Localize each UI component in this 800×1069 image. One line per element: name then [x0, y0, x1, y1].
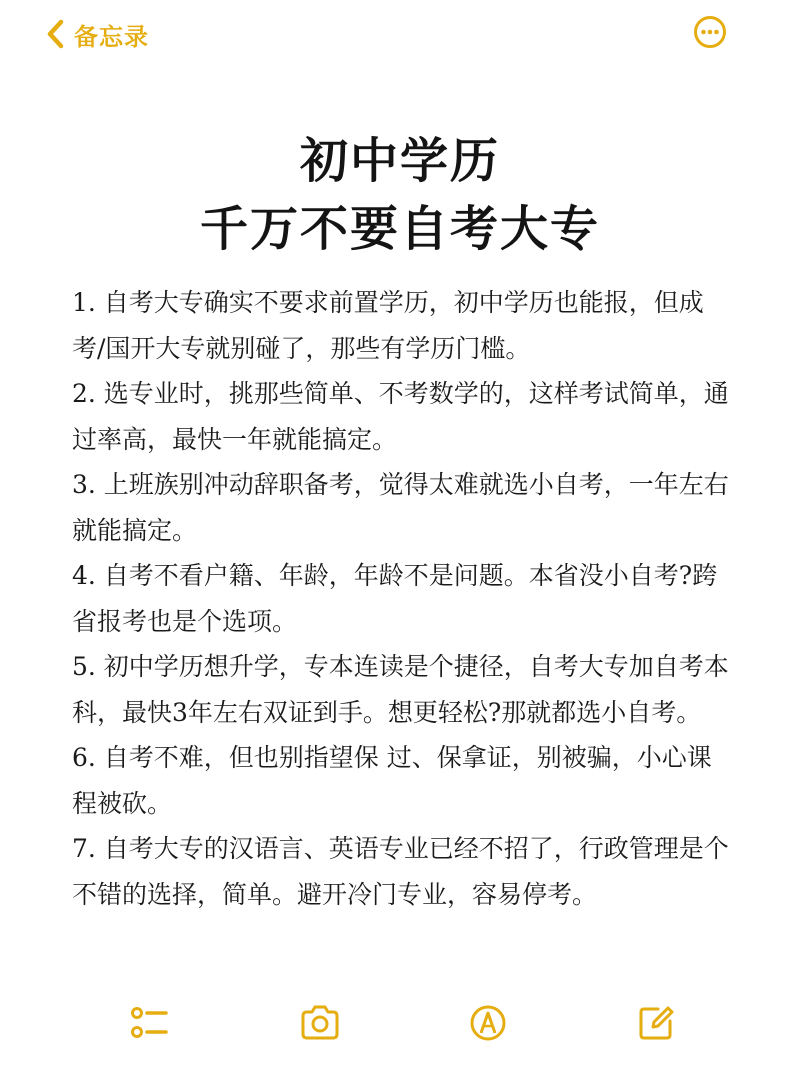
- note-item-2: 2. 选专业时，挑那些简单、不考数学的，这样考试简单，通过率高，最快一年就能搞定。: [72, 379, 729, 454]
- more-options-button[interactable]: [693, 15, 727, 49]
- chevron-left-icon: [44, 17, 66, 51]
- bottom-toolbar: [0, 995, 800, 1055]
- camera-button[interactable]: [298, 1001, 342, 1045]
- camera-icon: [298, 1001, 342, 1045]
- markup-button[interactable]: [466, 1001, 510, 1045]
- top-nav-bar: [0, 0, 800, 70]
- ellipsis-circle-icon: [693, 15, 727, 49]
- checklist-icon: [128, 1001, 172, 1045]
- note-item-5: 5. 初中学历想升学，专本连读是个捷径，自考大专加自考本科，最快3年左右双证到手。想更轻松?那就都选小自考。: [72, 652, 729, 727]
- checklist-button[interactable]: [128, 1001, 172, 1045]
- note-item-3: 3. 上班族别冲动辞职备考，觉得太难就选小自考，一年左右就能搞定。: [72, 470, 729, 545]
- pen-circle-icon: [466, 1001, 510, 1045]
- note-item-6: 6. 自考不难，但也别指望保 过、保拿证，别被骗，小心课程被砍。: [72, 743, 712, 818]
- note-item-1: 1. 自考大专确实不要求前置学历，初中学历也能报，但成考/国开大专就别碰了，那些有学历门槛。: [72, 288, 704, 363]
- compose-button[interactable]: [634, 1001, 678, 1045]
- note-body[interactable]: [72, 280, 732, 917]
- note-item-4: 4. 自考不看户籍、年龄，年龄不是问题。本省没小自考?跨省报考也是个选项。: [72, 561, 718, 636]
- note-title-line-1: 初中学历: [299, 133, 500, 189]
- back-button[interactable]: [44, 14, 149, 54]
- compose-icon: [634, 1001, 678, 1045]
- back-label: 备忘录: [74, 22, 149, 51]
- note-title-line-2: 千万不要自考大专: [199, 201, 600, 257]
- note-item-7: 7. 自考大专的汉语言、英语专业已经不招了，行政管理是个不错的选择，简单。避开冷门专业，容易停考。: [72, 834, 729, 909]
